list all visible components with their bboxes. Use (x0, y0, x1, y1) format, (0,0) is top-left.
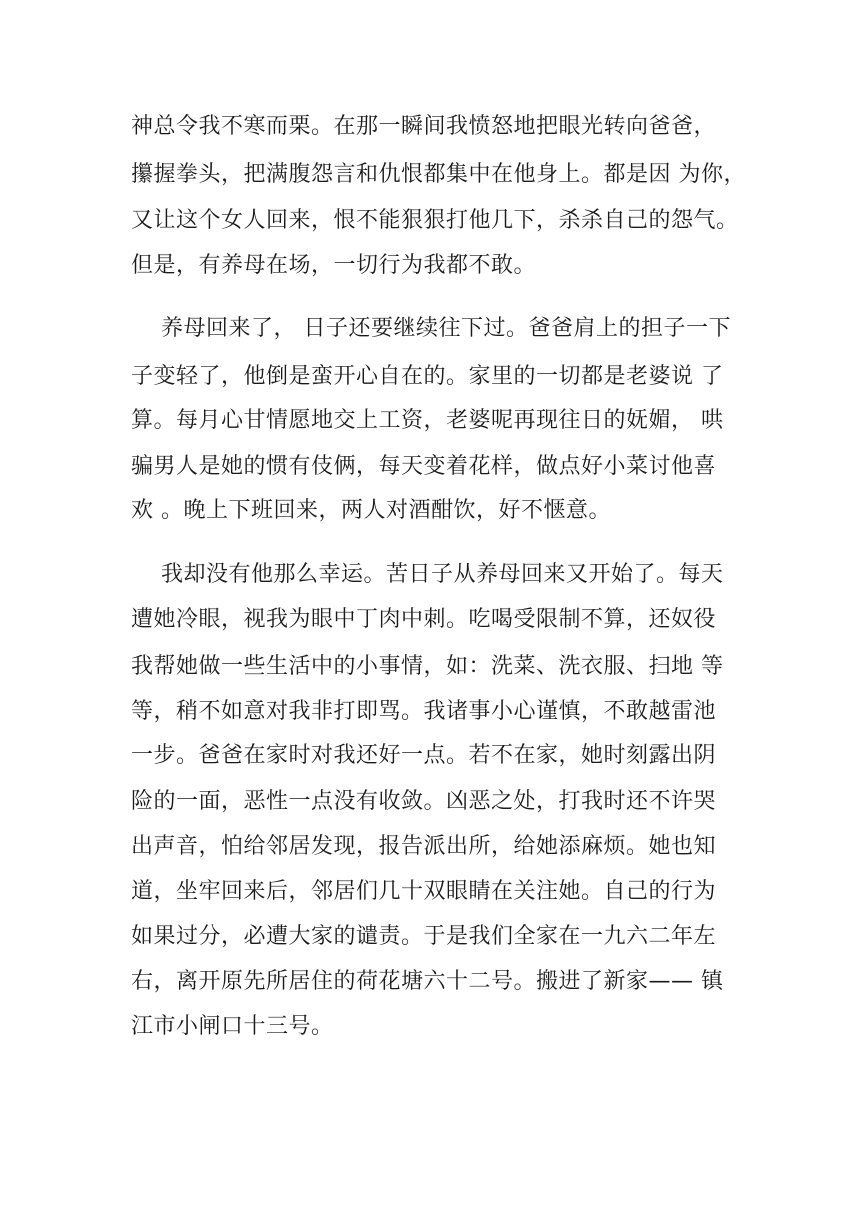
paragraph-line: 一步。爸爸在家时对我还好一点。若不在家，她时刻露出阴 (131, 743, 717, 768)
paragraph-line: 险的一面，恶性一点没有收敛。凶恶之处，打我时还不许哭 (131, 789, 717, 814)
paragraph-line: 我帮她做一些生活中的小事情，如：洗菜、洗衣服、扫地 等 (131, 654, 724, 679)
paragraph-line: 但是，有养母在场，一切行为我都不敢。 (131, 253, 537, 278)
paragraph-line: 攥握拳头，把满腹怨言和仇恨都集中在他身上。都是因 为你， (131, 162, 746, 187)
paragraph-line: 我却没有他那么幸运。苦日子从养母回来又开始了。每天 (131, 562, 724, 587)
paragraph-line: 养母回来了， 日子还要继续往下过。爸爸肩上的担子一下 (131, 316, 731, 341)
paragraph-line: 出声音，怕给邻居发现，报告派出所，给她添麻烦。她也知 (131, 834, 717, 859)
paragraph-line: 子变轻了，他倒是蛮开心自在的。家里的一切都是老婆说 了 (131, 364, 724, 389)
paragraph-line: 如果过分，必遭大家的谴责。于是我们全家在一九六二年左 (131, 924, 717, 949)
paragraph-line: 等，稍不如意对我非打即骂。我诸事小心谨慎，不敢越雷池 (131, 699, 717, 724)
paragraph-line: 道，坐牢回来后，邻居们几十双眼睛在关注她。自己的行为 (131, 879, 717, 904)
paragraph-line: 江市小闸口十三号。 (131, 1014, 334, 1039)
paragraph-line: 算。每月心甘情愿地交上工资，老婆呢再现往日的妩媚， 哄 (131, 408, 724, 433)
paragraph-line: 遭她冷眼，视我为眼中丁肉中刺。吃喝受限制不算，还奴役 (131, 607, 717, 632)
paragraph-line: 又让这个女人回来，恨不能狠狠打他几下，杀杀自己的怨气。 (131, 208, 739, 233)
paragraph-line: 右，离开原先所居住的荷花塘六十二号。搬进了新家—— 镇 (131, 969, 724, 994)
paragraph-line: 欢 。晚上下班回来，两人对酒酣饮，好不惬意。 (131, 498, 611, 523)
paragraph-line: 骗男人是她的惯有伎俩，每天变着花样，做点好小菜讨他喜 (131, 454, 717, 479)
paragraph-line: 神总令我不寒而栗。在那一瞬间我愤怒地把眼光转向爸爸， (131, 114, 717, 139)
